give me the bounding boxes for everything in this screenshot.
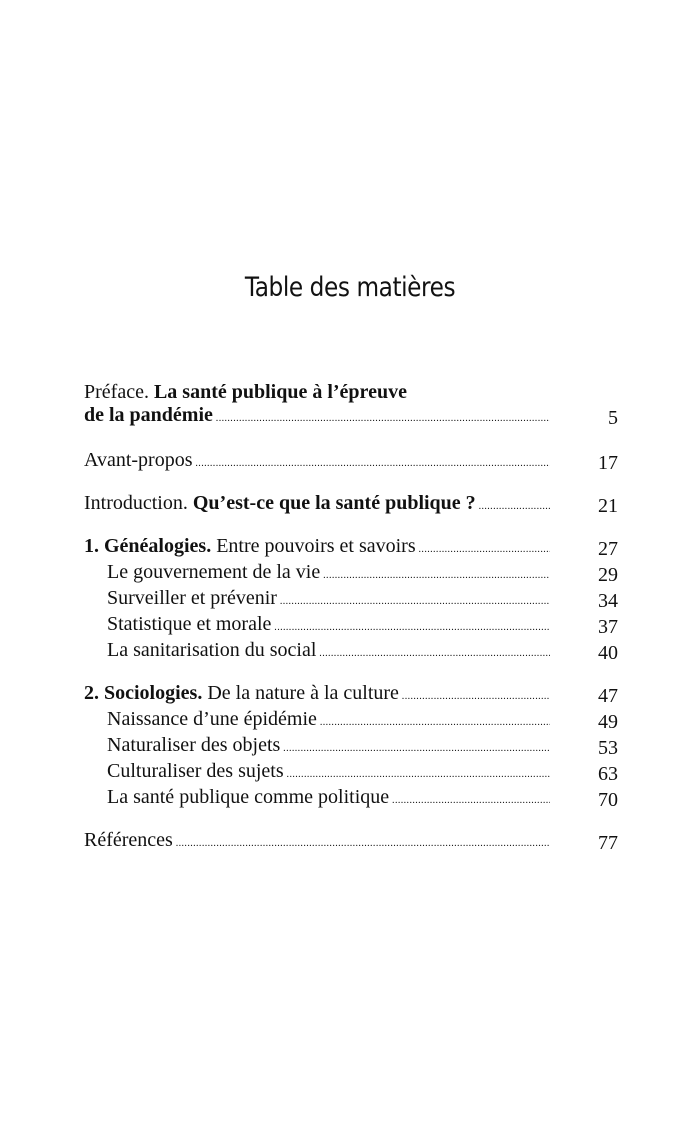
- entry-title-bold: Qu’est-ce que la santé publique ?: [192, 492, 476, 514]
- toc-section[interactable]: [84, 561, 618, 587]
- toc-entry-references[interactable]: [84, 829, 618, 855]
- page-number: 77: [598, 832, 618, 854]
- page-number: 37: [598, 616, 618, 638]
- entry-label: Avant-propos: [84, 449, 193, 471]
- section-label: Statistique et morale: [107, 613, 272, 635]
- entry-prefix: Préface.: [84, 381, 154, 403]
- toc-section[interactable]: [84, 587, 618, 613]
- entry-label: Références: [84, 829, 173, 851]
- toc-section[interactable]: [84, 613, 618, 639]
- page-number: 17: [598, 452, 618, 474]
- page-number: 49: [598, 711, 618, 733]
- section-label: Culturaliser des sujets: [107, 760, 284, 782]
- page-number: 27: [598, 538, 618, 560]
- section-label: La santé publique comme politique: [107, 786, 390, 808]
- toc-entry-chapter-2[interactable]: [84, 682, 618, 708]
- toc-section[interactable]: [84, 734, 618, 760]
- entry-title-bold: La santé publique à l’épreuve: [153, 381, 407, 403]
- toc-entry-preface[interactable]: [84, 381, 618, 430]
- page-number: 70: [598, 789, 618, 811]
- page-number: 21: [598, 495, 618, 517]
- chapter-subtitle: De la nature à la culture: [202, 682, 399, 704]
- page-number: 34: [598, 590, 618, 612]
- toc-section[interactable]: [84, 708, 618, 734]
- table-of-contents: [84, 381, 618, 855]
- section-label: Le gouvernement de la vie: [107, 561, 321, 583]
- entry-prefix: Introduction.: [84, 492, 193, 514]
- page-number: 53: [598, 737, 618, 759]
- page-number: 47: [598, 685, 618, 707]
- page-number: 29: [598, 564, 618, 586]
- chapter-subtitle: Entre pouvoirs et savoirs: [211, 535, 416, 557]
- toc-entry-chapter-1[interactable]: [84, 535, 618, 561]
- chapter-number: 1. Généalogies.: [84, 535, 212, 557]
- section-label: La sanitarisation du social: [107, 639, 317, 661]
- toc-entry-avant-propos[interactable]: [84, 449, 618, 475]
- page-title: Table des matières: [244, 272, 456, 303]
- toc-section[interactable]: [84, 639, 618, 665]
- toc-section[interactable]: [84, 786, 618, 812]
- toc-section[interactable]: [84, 760, 618, 786]
- section-label: Naissance d’une épidémie: [107, 708, 317, 730]
- page-number: 40: [598, 642, 618, 664]
- chapter-number: 2. Sociologies.: [84, 682, 203, 704]
- entry-title-bold: de la pandémie: [84, 404, 213, 426]
- toc-entry-introduction[interactable]: [84, 492, 618, 518]
- page-number: 63: [598, 763, 618, 785]
- page-number: 5: [608, 407, 618, 429]
- section-label: Surveiller et prévenir: [107, 587, 277, 609]
- section-label: Naturaliser des objets: [107, 734, 281, 756]
